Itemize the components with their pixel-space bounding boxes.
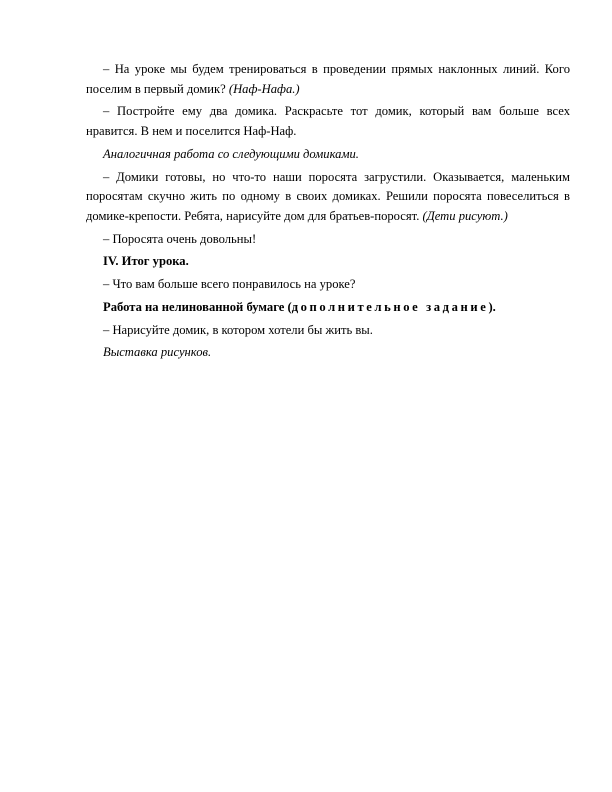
paragraph-5-text: – Поросята очень довольны!: [103, 231, 257, 246]
paragraph-2-text: – Постройте ему два домика. Раскрасьте тот домик, который вам больше всех нравится. В нем и поселится Наф-Наф.: [86, 104, 570, 138]
paragraph-3-italic: Аналогичная работа со следующими домиками.: [103, 146, 359, 161]
paragraph-1-text: – На уроке мы будем тренироваться в проведении прямых наклонных линий. Кого поселим в первый домик?: [86, 62, 570, 96]
paragraph-8-bold-end: ).: [488, 299, 496, 314]
paragraph-1-italic: (Наф-Нафа.): [228, 81, 300, 96]
paragraph-8-bold-spaced: дополнительное задание: [291, 299, 489, 314]
paragraph-8-bold: Работа на нелинованной бумаге (: [103, 299, 292, 314]
paragraph-7: [86, 275, 570, 295]
paragraph-3: [86, 145, 570, 165]
paragraph-9-text: – Нарисуйте домик, в котором хотели бы жить вы.: [103, 322, 373, 337]
paragraph-5: [86, 230, 570, 250]
paragraph-7-text: – Что вам больше всего понравилось на уроке?: [103, 277, 356, 292]
paragraph-4: [86, 168, 570, 227]
paragraph-4-italic: (Дети рисуют.): [422, 208, 508, 223]
paragraph-10-italic: Выставка рисунков.: [103, 345, 212, 360]
paragraph-9: [86, 321, 570, 341]
paragraph-4-text: – Домики готовы, но что-то наши поросята загрустили. Оказывается, маленьким поросятам скучно жить по одному в своих домиках. Решили поросята повеселиться в домике-крепости. Ребята, нарисуйте дом для братьев-поросят.: [86, 169, 570, 223]
section-heading: [86, 252, 570, 272]
paragraph-8: [86, 298, 570, 318]
paragraph-1: [86, 60, 570, 99]
paragraph-2: [86, 102, 570, 141]
document-page: [86, 60, 570, 366]
paragraph-10: [86, 343, 570, 363]
section-heading-text: IV. Итог урока.: [103, 254, 189, 269]
